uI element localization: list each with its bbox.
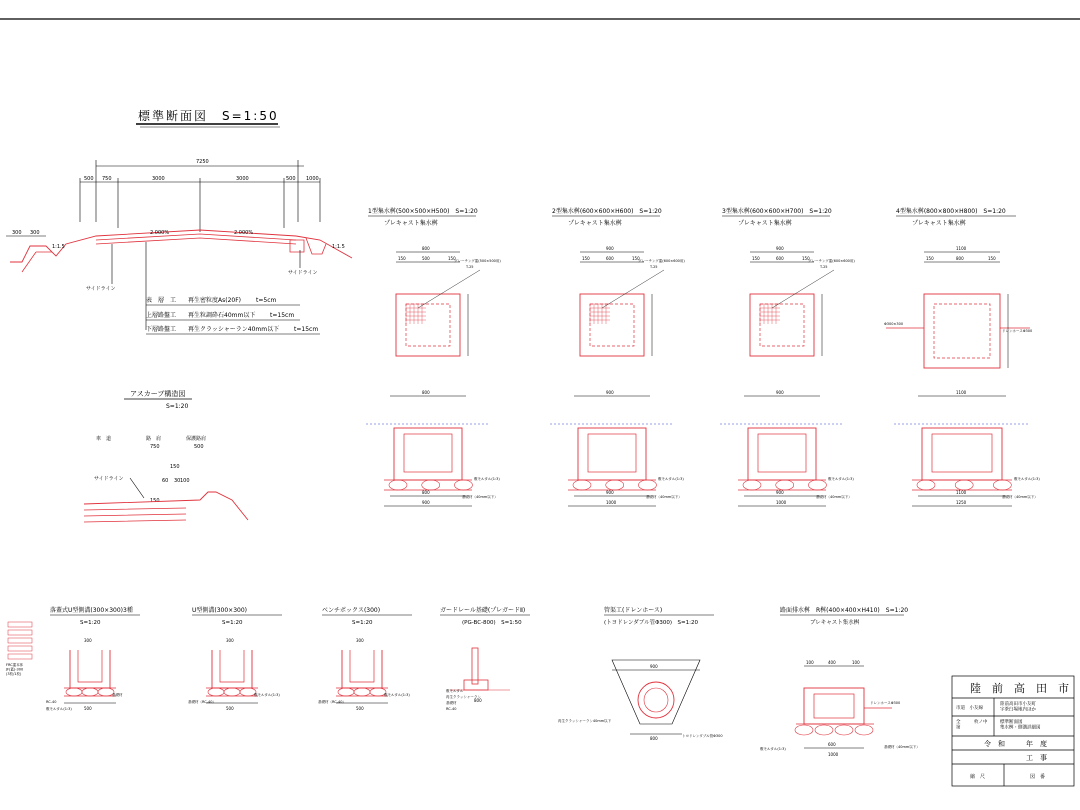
- ascurb-side-line: サイドライン: [94, 476, 124, 482]
- title-block-sheet-text: 全 枚ノ中: [956, 720, 988, 725]
- basin-4-plan-width: 1100: [956, 246, 967, 251]
- title-block-drawing-name-text: 集水桝・側溝詳細図: [1000, 725, 1041, 731]
- pavement-1-spec: 再生密粒度As(20F): [188, 297, 241, 304]
- title-block-work: 工 事: [1026, 754, 1047, 762]
- detail-2: [188, 606, 282, 711]
- basin-plan-side-left: 150: [752, 256, 760, 261]
- detail-1-lid-label: FRC蓋本体: [6, 663, 24, 667]
- basin-plan-side-right: 150: [632, 256, 640, 261]
- pavement-3-spec: 再生クラッシャーラン40mm以下: [188, 326, 280, 333]
- detail-6-label-2: 基礎材（40mm以下）: [884, 745, 920, 749]
- ascurb-dim-150: 150: [170, 464, 180, 470]
- basin-3-title: 3型集水桝(600×600×H700) S=1:20: [722, 208, 832, 215]
- basin-1-sec-width: 800: [422, 390, 430, 395]
- detail-post: [472, 648, 478, 684]
- basin-sec-inner: [932, 434, 992, 472]
- detail-6-label-1: 敷モルタル(1:3): [760, 747, 786, 751]
- detail-6-scale: プレキャスト集水桝: [810, 620, 860, 626]
- ascurb-dim-60: 60: [162, 478, 169, 484]
- lid-slot: [8, 638, 32, 643]
- title-block-scale-label: 縮 尺: [970, 774, 986, 780]
- basin-2-base-label: 基礎材（40mm以下）: [646, 495, 682, 499]
- title-block-location-text: 陸前高田市小友町: [1000, 702, 1036, 707]
- title-block-route: 市道 小友線: [956, 706, 983, 711]
- basin-3-grating-sub: T-25: [820, 265, 828, 269]
- ascurb-label-shoulder: 路 肩: [146, 436, 162, 442]
- detail-3-label-0: 敷モルタル(1:3): [384, 693, 410, 697]
- basin-sec-inner: [404, 434, 452, 472]
- detail-1: [46, 606, 140, 711]
- lid-slot: [8, 622, 32, 627]
- basin-gravel: [993, 480, 1011, 490]
- basin-details: [366, 207, 1040, 506]
- detail-1-scale: S=1:20: [80, 620, 101, 626]
- detail-5-scale: (トヨドレンダブル管Φ300) S=1:20: [604, 620, 698, 626]
- side-line-left-label: サイドライン: [86, 286, 116, 292]
- dim-total-width: 7250: [196, 159, 209, 165]
- dim-3000-right: 3000: [236, 176, 249, 182]
- detail-3: [318, 607, 412, 711]
- detail-4: [440, 606, 530, 711]
- detail-footing: [464, 680, 488, 690]
- detail-gravel: [835, 725, 853, 735]
- basin-4-drain-label: ドレンホースΦ300: [1002, 329, 1033, 333]
- detail-2-label-0: 敷モルタル(1:3): [254, 693, 280, 697]
- main-title: [136, 108, 280, 127]
- basin-4-sec-bottom: 1250: [956, 500, 967, 505]
- basin-gravel: [808, 480, 826, 490]
- detail-trench: [612, 660, 700, 724]
- detail-rbasin-outer: [804, 688, 864, 724]
- basin-plan-inner: 500: [422, 256, 430, 261]
- basin-3-sec-bottom-in: 900: [776, 490, 784, 495]
- basin-plan-inner: 800: [956, 256, 964, 261]
- dim-750: 750: [102, 176, 112, 182]
- dim-3000-left: 3000: [152, 176, 165, 182]
- detail-2-title: U型側溝(300×300): [192, 607, 248, 614]
- bottom-details: [5, 606, 920, 757]
- detail-3-dim-top: 300: [356, 638, 364, 643]
- basin-1-grating-label: グレーチング蓋(500×500用): [454, 259, 501, 263]
- detail-4-scale: (PG-BC-800) S=1:50: [462, 620, 522, 626]
- basin-sec-inner: [588, 434, 636, 472]
- detail-5-label-1: トヨドレンダブル管Φ300: [682, 734, 723, 738]
- basin-4-pipe-label: Φ300×300: [884, 322, 904, 326]
- basin-4: [884, 207, 1040, 506]
- basin-2-mortar-label: 敷モルタル(1:3): [658, 477, 684, 481]
- detail-6-dim-4: 1000: [828, 752, 839, 757]
- basin-gravel: [776, 480, 794, 490]
- basin-2-sec-width: 900: [606, 390, 614, 395]
- detail-6-dim-0: 100: [806, 660, 814, 665]
- detail-4-dim: 800: [474, 698, 482, 703]
- detail-6-dim-3: 600: [828, 742, 836, 747]
- basin-gravel: [573, 480, 591, 490]
- basin-plan-inner: 600: [776, 256, 784, 261]
- basin-3-plan-width: 900: [776, 246, 784, 251]
- title-block-city: 陸 前 高 田 市: [970, 682, 1069, 695]
- basin-2-sec-bottom-in: 900: [606, 490, 614, 495]
- basin-2-subtitle: プレキャスト集水桝: [568, 220, 622, 227]
- detail-gravel: [815, 725, 833, 735]
- detail-3-dim-bottom: 500: [356, 706, 364, 711]
- detail-6: [760, 606, 920, 757]
- detail-1-label-1: RC-40: [46, 700, 57, 704]
- basin-plan-inner: [590, 304, 634, 346]
- detail-1-title: 落蓋式U型側溝(300×300)3種: [50, 607, 133, 614]
- ascurb-dim-30: 30: [174, 478, 181, 484]
- detail-5-dim-top: 900: [650, 664, 658, 669]
- basin-1-subtitle: プレキャスト集水桝: [384, 220, 438, 227]
- basin-grating-leader: [602, 270, 664, 308]
- basin-gravel: [743, 480, 761, 490]
- basin-plan-side-right: 150: [802, 256, 810, 261]
- detail-gravel: [855, 725, 873, 735]
- basin-4-mortar-label: 敷モルタル(1:3): [1014, 477, 1040, 481]
- basin-3-sec-width: 900: [776, 390, 784, 395]
- detail-rbasin-inner: [814, 694, 854, 718]
- pavement-1-name: 表 層 工: [146, 297, 177, 304]
- basin-1-mortar-label: 敷モルタル(1:3): [474, 477, 500, 481]
- title-block-year: 令 和 年 度: [984, 740, 1047, 748]
- detail-gravel: [208, 688, 224, 696]
- side-slope-left: 1:1.5: [52, 244, 65, 250]
- dim-500-left: 500: [84, 176, 94, 182]
- detail-4-label-1: 再生クラッシャーラン: [446, 695, 481, 699]
- ascurb-dim-500: 500: [194, 444, 204, 450]
- lid-slot: [8, 654, 32, 659]
- ascurb-detail: [84, 389, 248, 522]
- basin-3-grating-label: グレーチング蓋(600×600用): [808, 259, 855, 263]
- basin-3-sec-bottom: 1000: [776, 500, 787, 505]
- dim-left-300a: 300: [12, 230, 22, 236]
- ascurb-dim-100: 100: [180, 478, 190, 484]
- standard-cross-section: [6, 159, 352, 334]
- detail-channel-inner: [78, 650, 102, 682]
- dim-left-300b: 300: [30, 230, 40, 236]
- basin-1-plan-width: 800: [422, 246, 430, 251]
- basin-4-title: 4型集水桝(800×800×H800) S=1:20: [896, 208, 1006, 215]
- basin-4-base-label: 基礎材（40mm以下）: [1002, 495, 1038, 499]
- detail-4-label-3: RC-40: [446, 707, 457, 711]
- basin-plan-inner: [760, 304, 804, 346]
- basin-4-subtitle: プレキャスト集水桝: [912, 220, 966, 227]
- basin-2-sec-bottom: 1000: [606, 500, 617, 505]
- basin-plan-side-left: 150: [926, 256, 934, 261]
- slope-right: 2.000%: [234, 230, 254, 236]
- detail-1-dim-bottom: 500: [84, 706, 92, 711]
- side-slope-right: 1:1.5: [332, 244, 345, 250]
- ascurb-label-road: 車 道: [96, 436, 112, 442]
- detail-6-label-0: ドレンホースΦ300: [870, 701, 901, 705]
- detail-6-dim-2: 100: [852, 660, 860, 665]
- detail-gravel: [338, 688, 354, 696]
- detail-pipe-inner: [644, 688, 668, 712]
- basin-gravel: [389, 480, 407, 490]
- detail-gravel: [224, 688, 240, 696]
- pavement-2-thk: t=15cm: [270, 312, 295, 319]
- detail-2-label-1: 基礎材（RC-40）: [188, 700, 216, 704]
- basin-2-grating-label: グレーチング蓋(600×600用): [638, 259, 685, 263]
- detail-1-lid-label: JF(蓋)-300: [6, 667, 24, 672]
- pavement-3-thk: t=15cm: [294, 326, 319, 333]
- detail-1-label-2: 敷モルタル(1:3): [46, 707, 72, 711]
- basin-grating-leader: [772, 270, 834, 308]
- basin-gravel: [917, 480, 935, 490]
- detail-5-dim-bottom: 800: [650, 736, 658, 741]
- detail-1-lid-label: (3枚/1枚): [6, 672, 22, 676]
- basin-1-base-label: 基礎材（40mm以下）: [462, 495, 498, 499]
- basin-plan-side-left: 150: [582, 256, 590, 261]
- detail-gravel: [82, 688, 98, 696]
- detail-3-title: ベンチボックス(300): [322, 607, 381, 614]
- detail-1-dim-top: 300: [84, 638, 92, 643]
- basin-plan-inner: [406, 304, 450, 346]
- detail-gravel: [354, 688, 370, 696]
- basin-2-grating-sub: T-25: [650, 265, 658, 269]
- basin-plan-side-right: 150: [988, 256, 996, 261]
- title-block-location-text: 字茶臼場地内ほか: [1000, 707, 1036, 713]
- basin-gravel: [422, 480, 440, 490]
- basin-2-plan-width: 900: [606, 246, 614, 251]
- title-block-drawing-name-text: 標準断面図: [1000, 720, 1023, 725]
- pavement-1-thk: t=5cm: [256, 297, 277, 304]
- detail-2-scale: S=1:20: [222, 620, 243, 626]
- basin-1-sec-bottom: 900: [422, 500, 430, 505]
- basin-plan-side-right: 150: [448, 256, 456, 261]
- detail-5: [558, 606, 723, 741]
- basin-1-title: 1型集水桝(500×500×H500) S=1:20: [368, 208, 478, 215]
- detail-channel-inner: [220, 650, 244, 682]
- basin-gravel: [606, 480, 624, 490]
- dim-500-right: 500: [286, 176, 296, 182]
- basin-2: [550, 207, 685, 506]
- basin-grating-leader: [418, 270, 480, 308]
- basin-2-title: 2型集水桝(600×600×H600) S=1:20: [552, 208, 662, 215]
- basin-plan-outer: [750, 294, 814, 356]
- basin-plan-outer: [396, 294, 460, 356]
- detail-gravel: [66, 688, 82, 696]
- basin-plan-inner: 600: [606, 256, 614, 261]
- detail-1-lid-grid: [5, 622, 32, 676]
- ascurb-dim-150b: 150: [150, 498, 160, 504]
- ascurb-label-protect: 保護路肩: [186, 436, 207, 442]
- dim-1000: 1000: [306, 176, 319, 182]
- basin-plan-outer: [924, 294, 1000, 368]
- basin-3-mortar-label: 敷モルタル(1:3): [828, 477, 854, 481]
- detail-channel-inner: [350, 650, 374, 682]
- basin-3: [720, 207, 855, 506]
- ascurb-dim-750: 750: [150, 444, 160, 450]
- detail-4-label-0: 敷モルタル: [446, 689, 464, 693]
- basin-1-grating-sub: T-25: [466, 265, 474, 269]
- lid-slot: [8, 630, 32, 635]
- pavement-2-name: 上層路盤工: [146, 312, 177, 319]
- basin-4-sec-bottom-in: 1100: [956, 490, 967, 495]
- basin-sec-inner: [758, 434, 806, 472]
- basin-gravel: [955, 480, 973, 490]
- basin-1-sec-bottom-in: 800: [422, 490, 430, 495]
- detail-6-dim-1: 400: [828, 660, 836, 665]
- detail-1-label-0: 基礎材: [112, 693, 123, 697]
- ascurb-scale: S=1:20: [166, 403, 189, 410]
- basin-gravel: [454, 480, 472, 490]
- pavement-2-spec: 再生粒調砕石40mm以下: [188, 312, 256, 319]
- detail-3-scale: S=1:20: [352, 620, 373, 626]
- basin-1: [366, 207, 501, 506]
- slope-left: 2.000%: [150, 230, 170, 236]
- ascurb-title: アスカーブ構造図: [130, 390, 186, 398]
- basin-plan-outer: [580, 294, 644, 356]
- detail-6-title: 路面排水桝 R桝(400×400×H410) S=1:20: [780, 607, 909, 614]
- detail-4-label-2: 基礎材: [446, 701, 457, 705]
- detail-2-dim-bottom: 500: [226, 706, 234, 711]
- detail-gravel: [795, 725, 813, 735]
- detail-5-label-0: 再生クラッシャーラン40mm以下: [558, 719, 612, 723]
- basin-3-subtitle: プレキャスト集水桝: [738, 220, 792, 227]
- pavement-3-name: 下層路盤工: [146, 326, 177, 333]
- main-title-text: 標準断面図 S=1:50: [138, 109, 279, 123]
- title-block-sheet-text: 第: [956, 725, 961, 731]
- detail-2-dim-top: 300: [226, 638, 234, 643]
- detail-3-label-1: 基礎材（RC-40）: [318, 700, 346, 704]
- lid-slot: [8, 646, 32, 651]
- side-line-right-label: サイドライン: [288, 270, 318, 276]
- basin-4-sec-width: 1100: [956, 390, 967, 395]
- pavement-notes: [146, 296, 320, 334]
- detail-pipe-outer: [638, 682, 674, 718]
- basin-plan-side-left: 150: [398, 256, 406, 261]
- basin-plan-inner: [934, 304, 990, 358]
- detail-4-title: ガードレール基礎(プレガードⅡ): [440, 607, 526, 614]
- detail-5-title: 管渠工(ドレンホース): [604, 607, 663, 614]
- basin-3-base-label: 基礎材（40mm以下）: [816, 495, 852, 499]
- basin-gravel: [638, 480, 656, 490]
- title-block-number-label: 図 番: [1030, 774, 1046, 780]
